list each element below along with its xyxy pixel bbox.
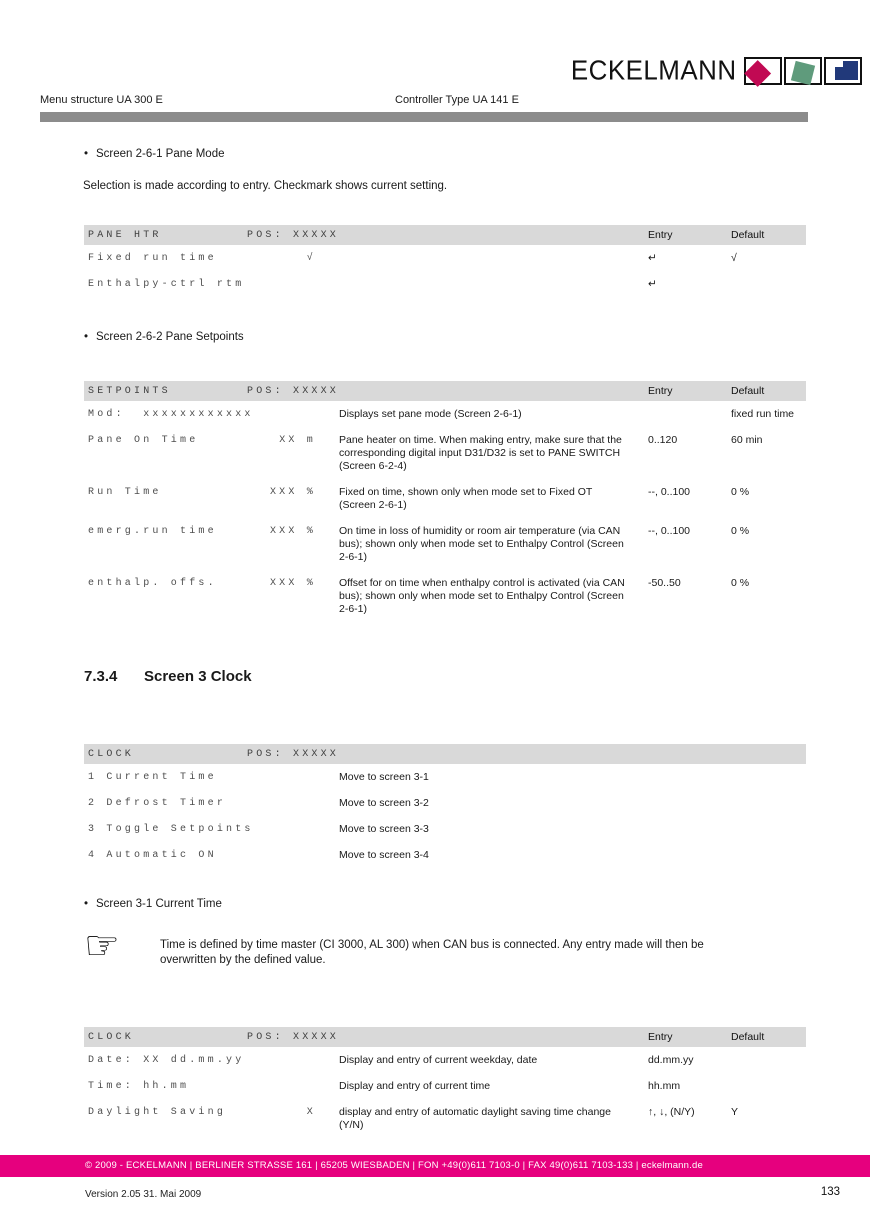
table-row	[84, 1099, 806, 1138]
table-cell-value: X	[306, 1107, 316, 1118]
table-body	[84, 764, 806, 868]
entry-column-header: Entry	[648, 1031, 673, 1043]
table-row	[84, 1073, 806, 1099]
table-cell-desc: Offset for on time when enthalpy control is activated (via CAN bus); shown only when mode set to Enthalpy Control (Screen 2-6-1)	[339, 577, 625, 615]
logo-mark	[742, 57, 862, 85]
table-clock-menu	[84, 744, 806, 868]
section-heading	[84, 668, 252, 685]
table-row	[84, 245, 806, 271]
table-cell-desc: Display and entry of current time	[339, 1080, 491, 1092]
logo-box-green	[784, 57, 822, 85]
green-square-icon	[791, 60, 815, 84]
table-cell-desc: Displays set pane mode (Screen 2-6-1)	[339, 408, 522, 420]
default-column-header: Default	[731, 229, 765, 241]
table-pos-label: POS: XXXXX	[247, 748, 340, 760]
table-cell-desc: Move to screen 3-2	[339, 797, 429, 809]
table-row	[84, 401, 806, 427]
table-row	[84, 479, 806, 518]
magenta-diamond-icon	[744, 60, 771, 87]
table-cell-name: emerg.run time	[88, 526, 217, 537]
footer-address-bar	[0, 1155, 870, 1177]
table-cell-desc: Move to screen 3-3	[339, 823, 429, 835]
table-cell-entry: -50..50	[648, 577, 681, 589]
table-title: CLOCK	[88, 1031, 135, 1043]
table-cell-default: 0 %	[731, 486, 750, 498]
table-cell-default: Y	[731, 1106, 739, 1118]
table-cell-desc: Move to screen 3-4	[339, 849, 429, 861]
table-cell-name: Mod: xxxxxxxxxxxx	[88, 409, 254, 420]
blue-notch	[835, 61, 843, 67]
table-cell-desc: Move to screen 3-1	[339, 771, 429, 783]
logo-box-blue	[824, 57, 862, 85]
bullet-text: Screen 2-6-2 Pane Setpoints	[96, 331, 244, 343]
table-cell-name: enthalp. offs.	[88, 578, 217, 589]
table-title: CLOCK	[88, 748, 135, 760]
table-cell-entry: hh.mm	[648, 1080, 681, 1092]
selection-paragraph: Selection is made according to entry. Checkmark shows current setting.	[83, 180, 448, 192]
table-cell-desc: Display and entry of current weekday, date	[339, 1054, 538, 1066]
table-cell-value: √	[306, 253, 316, 264]
table-title: SETPOINTS	[88, 385, 171, 397]
table-cell-default: 0 %	[731, 577, 750, 589]
footer-address-text: © 2009 - ECKELMANN | BERLINER STRASSE 161 | 65205 WIESBADEN | FON +49(0)611 7103-0 | FAX 49(0)611 7103-133 | eckelmann.de	[85, 1160, 703, 1171]
table-cell-name: Fixed run time	[88, 253, 217, 264]
table-header	[84, 225, 806, 245]
table-row	[84, 1047, 806, 1073]
table-cell-default: 60 min	[731, 434, 763, 446]
table-cell-default: 0 %	[731, 525, 750, 537]
table-row	[84, 271, 806, 297]
section-number: 7.3.4	[84, 668, 118, 685]
table-cell-entry: dd.mm.yy	[648, 1054, 694, 1066]
table-cell-default: fixed run time	[731, 408, 795, 420]
table-cell-value: XXX %	[269, 578, 316, 589]
table-cell-entry: ↵	[648, 252, 657, 264]
default-column-header: Default	[731, 385, 765, 397]
logo-wordmark: ECKELMANN	[571, 54, 737, 86]
table-cell-name: 1 Current Time	[88, 772, 217, 783]
page-number: 133	[820, 1186, 840, 1198]
table-cell-name: Time: hh.mm	[88, 1081, 190, 1092]
table-cell-name: 4 Automatic ON	[88, 850, 217, 861]
table-cell-entry: ↵	[648, 278, 657, 290]
table-body	[84, 245, 806, 297]
table-setpoints	[84, 381, 806, 622]
table-pos-label: POS: XXXXX	[247, 385, 340, 397]
default-column-header: Default	[731, 1031, 765, 1043]
entry-column-header: Entry	[648, 385, 673, 397]
table-row	[84, 427, 806, 479]
table-cell-desc: On time in loss of humidity or room air temperature (via CAN bus); shown only when mode set to Enthalpy Control (Screen 2-6-1)	[339, 525, 624, 563]
logo-box-magenta	[744, 57, 782, 85]
table-cell-value: XX m	[279, 435, 316, 446]
table-header	[84, 744, 806, 764]
table-row	[84, 816, 806, 842]
running-head-right: Controller Type UA 141 E	[395, 94, 519, 106]
bullet-text: Screen 2-6-1 Pane Mode	[96, 148, 225, 160]
table-pane-htr	[84, 225, 806, 297]
table-body	[84, 401, 806, 622]
table-cell-name: Date: XX dd.mm.yy	[88, 1055, 245, 1066]
version-line: Version 2.05 31. Mai 2009	[85, 1189, 202, 1200]
table-cell-name: 2 Defrost Timer	[88, 798, 227, 809]
bullet-icon: •	[84, 331, 89, 343]
table-cell-desc: Pane heater on time. When making entry, make sure that the corresponding digital input D31/D32 is set to PANE SWITCH (Screen 6-2-4)	[339, 434, 622, 472]
table-row	[84, 764, 806, 790]
header-divider-bar	[40, 112, 808, 122]
eckelmann-logo	[564, 55, 862, 86]
table-cell-entry: --, 0..100	[648, 525, 691, 537]
blue-square-icon	[835, 61, 858, 80]
table-cell-name: Enthalpy-ctrl rtm	[88, 279, 245, 290]
bullet-screen-2-6-1	[84, 148, 225, 160]
note-text: Time is defined by time master (CI 3000, AL 300) when CAN bus is connected. Any entry made will then be overwritten by the defined value.	[160, 939, 704, 966]
table-cell-name: Run Time	[88, 487, 162, 498]
bullet-icon: •	[84, 148, 89, 160]
table-pos-label: POS: XXXXX	[247, 229, 340, 241]
table-cell-name: 3 Toggle Setpoints	[88, 824, 254, 835]
table-pos-label: POS: XXXXX	[247, 1031, 340, 1043]
table-cell-value: XXX %	[269, 526, 316, 537]
table-clock-current-time	[84, 1027, 806, 1138]
table-row	[84, 790, 806, 816]
table-cell-name: Daylight Saving	[88, 1107, 227, 1118]
table-cell-desc: display and entry of automatic daylight saving time change (Y/N)	[339, 1106, 611, 1131]
entry-column-header: Entry	[648, 229, 673, 241]
table-cell-entry: --, 0..100	[648, 486, 691, 498]
table-cell-default: √	[731, 252, 737, 264]
pointing-hand-icon: ☞	[84, 923, 120, 969]
table-cell-desc: Fixed on time, shown only when mode set to Fixed OT (Screen 2-6-1)	[339, 486, 593, 511]
bullet-screen-3-1	[84, 898, 222, 910]
running-head-left: Menu structure UA 300 E	[40, 94, 163, 106]
table-title: PANE HTR	[88, 229, 162, 241]
table-cell-name: Pane On Time	[88, 435, 199, 446]
table-cell-entry: ↑, ↓, (N/Y)	[648, 1106, 695, 1118]
bullet-text: Screen 3-1 Current Time	[96, 898, 222, 910]
table-row	[84, 518, 806, 570]
table-header	[84, 381, 806, 401]
table-header	[84, 1027, 806, 1047]
table-row	[84, 842, 806, 868]
section-title: Screen 3 Clock	[144, 668, 252, 685]
table-cell-value: XXX %	[269, 487, 316, 498]
table-row	[84, 570, 806, 622]
bullet-screen-2-6-2	[84, 331, 244, 343]
bullet-icon: •	[84, 898, 89, 910]
table-cell-entry: 0..120	[648, 434, 678, 446]
table-body	[84, 1047, 806, 1138]
